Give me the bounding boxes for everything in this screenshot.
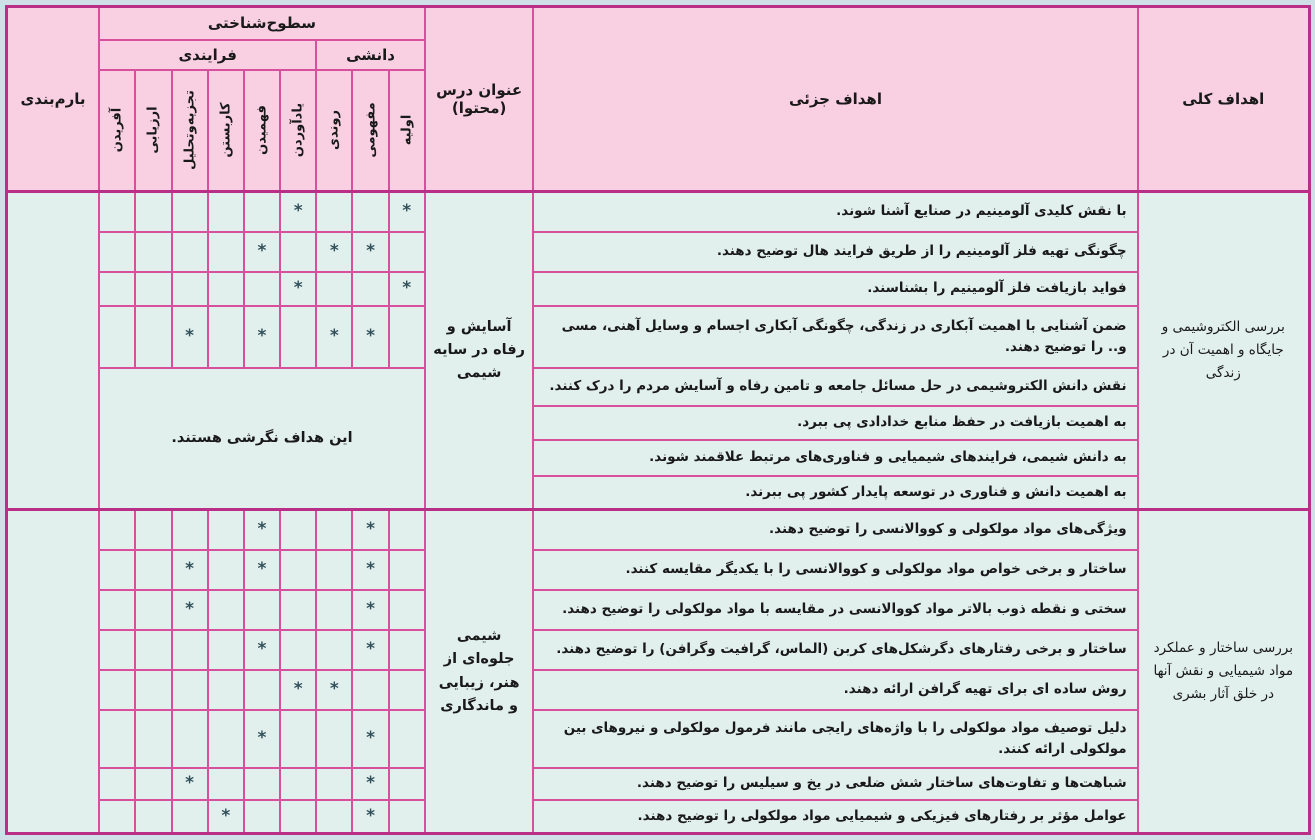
objective-text: دلیل توصیف مواد مولکولی را با واژه‌های رایجی مانند فرمول مولکولی و نیروهای بین مولکولی ارائه کنند. bbox=[533, 710, 1137, 768]
level-label: ارزیابی bbox=[145, 106, 161, 154]
header-level-understand bbox=[244, 70, 280, 192]
level-label: مفهومی bbox=[363, 102, 379, 158]
level-mark-cell bbox=[99, 510, 135, 550]
objective-text: به اهمیت دانش و فناوری در توسعه پایدار کشور پی ببرند. bbox=[533, 476, 1137, 510]
level-mark-cell bbox=[135, 192, 171, 232]
level-mark-cell bbox=[135, 510, 171, 550]
level-mark-cell bbox=[389, 590, 425, 630]
level-mark-cell bbox=[280, 630, 316, 670]
level-mark-cell bbox=[316, 630, 352, 670]
level-mark-cell bbox=[208, 510, 244, 550]
table-row bbox=[7, 590, 1310, 630]
level-mark-cell bbox=[172, 710, 208, 768]
level-mark-cell: * bbox=[352, 232, 388, 272]
level-mark-cell bbox=[389, 306, 425, 368]
level-mark-cell bbox=[316, 768, 352, 800]
level-mark-cell bbox=[208, 710, 244, 768]
level-mark-cell bbox=[316, 192, 352, 232]
level-mark-cell: * bbox=[352, 550, 388, 590]
level-mark-cell bbox=[244, 800, 280, 834]
table-row bbox=[7, 232, 1310, 272]
level-mark-cell bbox=[389, 510, 425, 550]
level-mark-cell bbox=[389, 670, 425, 710]
level-mark-cell bbox=[99, 232, 135, 272]
header-level-create bbox=[99, 70, 135, 192]
header-level-remember bbox=[280, 70, 316, 192]
level-mark-cell bbox=[99, 710, 135, 768]
level-mark-cell: * bbox=[244, 710, 280, 768]
level-mark-cell: * bbox=[244, 630, 280, 670]
header-level-procedural bbox=[316, 70, 352, 192]
level-mark-cell bbox=[316, 510, 352, 550]
level-mark-cell: * bbox=[352, 306, 388, 368]
table-row bbox=[7, 670, 1310, 710]
level-mark-cell bbox=[244, 670, 280, 710]
level-mark-cell bbox=[135, 306, 171, 368]
level-mark-cell: * bbox=[389, 192, 425, 232]
level-mark-cell: * bbox=[172, 306, 208, 368]
header-cognitive-levels: سطوح‌شناختی bbox=[99, 7, 425, 40]
header-level-analyze bbox=[172, 70, 208, 192]
level-mark-cell: * bbox=[172, 590, 208, 630]
level-mark-cell bbox=[316, 550, 352, 590]
header-level-conceptual bbox=[352, 70, 388, 192]
level-mark-cell bbox=[135, 630, 171, 670]
level-mark-cell bbox=[280, 232, 316, 272]
lesson-title-2: شیمی جلوه‌ای از هنر، زیبایی و ماندگاری bbox=[425, 510, 534, 834]
level-mark-cell bbox=[208, 272, 244, 306]
level-mark-cell bbox=[208, 768, 244, 800]
level-mark-cell bbox=[280, 306, 316, 368]
objective-text: به اهمیت بازیافت در حفظ منابع خدادادی پی ببرد. bbox=[533, 406, 1137, 440]
objective-text: فواید بازیافت فلز آلومینیم را بشناسند. bbox=[533, 272, 1137, 306]
level-mark-cell bbox=[135, 590, 171, 630]
table-row bbox=[7, 768, 1310, 800]
level-mark-cell bbox=[99, 768, 135, 800]
level-mark-cell: * bbox=[352, 710, 388, 768]
header-knowledge-group: دانشی bbox=[316, 40, 425, 70]
level-label: یادآوردن bbox=[290, 103, 306, 158]
level-mark-cell bbox=[389, 710, 425, 768]
level-mark-cell bbox=[99, 306, 135, 368]
level-mark-cell bbox=[280, 510, 316, 550]
table-row bbox=[7, 800, 1310, 834]
level-mark-cell bbox=[280, 710, 316, 768]
objective-text: ساختار و برخی رفتارهای دگرشکل‌های کربن (الماس، گرافیت وگرافن) را توضیح دهند. bbox=[533, 630, 1137, 670]
header-lesson-title: عنوان درس (محتوا) bbox=[425, 7, 534, 192]
level-mark-cell bbox=[280, 800, 316, 834]
header-general-objectives: اهداف کلی bbox=[1138, 7, 1310, 192]
level-mark-cell bbox=[244, 272, 280, 306]
level-mark-cell bbox=[135, 800, 171, 834]
level-mark-cell: * bbox=[316, 306, 352, 368]
objective-text: روش ساده ای برای تهیه گرافن ارائه دهند. bbox=[533, 670, 1137, 710]
level-mark-cell bbox=[208, 550, 244, 590]
level-label: کاربستن bbox=[218, 102, 234, 158]
level-mark-cell bbox=[208, 192, 244, 232]
level-mark-cell: * bbox=[172, 550, 208, 590]
level-mark-cell bbox=[352, 192, 388, 232]
table-row bbox=[7, 306, 1310, 368]
objective-text: چگونگی تهیه فلز آلومینیم را از طریق فرایند هال توضیح دهند. bbox=[533, 232, 1137, 272]
level-mark-cell: * bbox=[389, 272, 425, 306]
header-level-initial bbox=[389, 70, 425, 192]
level-mark-cell bbox=[135, 550, 171, 590]
level-mark-cell bbox=[280, 768, 316, 800]
level-mark-cell: * bbox=[280, 670, 316, 710]
group-2 bbox=[7, 510, 1310, 834]
marks-cell-1 bbox=[7, 192, 100, 510]
level-mark-cell: * bbox=[316, 670, 352, 710]
level-mark-cell bbox=[135, 272, 171, 306]
level-mark-cell: * bbox=[244, 550, 280, 590]
level-label: آفریدن bbox=[109, 107, 125, 153]
level-mark-cell bbox=[135, 232, 171, 272]
level-mark-cell bbox=[208, 306, 244, 368]
level-mark-cell bbox=[244, 590, 280, 630]
objective-text: ویژگی‌های مواد مولکولی و کووالانسی را توضیح دهند. bbox=[533, 510, 1137, 550]
objectives-table bbox=[5, 5, 1311, 835]
level-mark-cell bbox=[280, 590, 316, 630]
level-mark-cell bbox=[99, 550, 135, 590]
objective-text: عوامل مؤثر بر رفتارهای فیزیکی و شیمیایی مواد مولکولی را توضیح دهند. bbox=[533, 800, 1137, 834]
level-mark-cell: * bbox=[208, 800, 244, 834]
objective-text: نقش دانش الکتروشیمی در حل مسائل جامعه و تامین رفاه و آسایش مردم را درک کنند. bbox=[533, 368, 1137, 406]
level-mark-cell bbox=[208, 670, 244, 710]
level-mark-cell: * bbox=[244, 232, 280, 272]
header-partial-objectives: اهداف جزئی bbox=[533, 7, 1137, 192]
header-level-apply bbox=[208, 70, 244, 192]
level-mark-cell bbox=[389, 630, 425, 670]
level-mark-cell bbox=[135, 670, 171, 710]
objective-text: ضمن آشنایی با اهمیت آبکاری در زندگی، چگونگی آبکاری اجسام و وسایل آهنی، مسی و.. را توضیح دهند. bbox=[533, 306, 1137, 368]
level-mark-cell bbox=[389, 550, 425, 590]
level-mark-cell: * bbox=[352, 510, 388, 550]
table-row bbox=[7, 710, 1310, 768]
objective-text: با نقش کلیدی آلومینیم در صنایع آشنا شوند. bbox=[533, 192, 1137, 232]
table-row bbox=[7, 510, 1310, 550]
level-mark-cell bbox=[99, 272, 135, 306]
level-mark-cell bbox=[316, 710, 352, 768]
level-mark-cell bbox=[208, 232, 244, 272]
level-mark-cell bbox=[280, 550, 316, 590]
level-mark-cell: * bbox=[352, 590, 388, 630]
level-label: فهمیدن bbox=[254, 105, 270, 156]
objective-text: شباهت‌ها و تفاوت‌های ساختار شش ضلعی در یخ و سیلیس را توضیح دهند. bbox=[533, 768, 1137, 800]
level-label: روندی bbox=[326, 110, 342, 151]
level-mark-cell bbox=[352, 272, 388, 306]
level-mark-cell: * bbox=[352, 800, 388, 834]
attitudinal-note: این هداف نگرشی هستند. bbox=[99, 368, 425, 510]
general-objective-1: بررسی الکتروشیمی و جایگاه و اهمیت آن در زندگی bbox=[1138, 192, 1310, 510]
level-mark-cell bbox=[99, 630, 135, 670]
level-mark-cell bbox=[389, 232, 425, 272]
level-mark-cell: * bbox=[352, 630, 388, 670]
table-row bbox=[7, 630, 1310, 670]
table-row bbox=[7, 368, 1310, 406]
header-marks: بارم‌بندی bbox=[7, 7, 100, 192]
level-mark-cell bbox=[172, 192, 208, 232]
level-mark-cell: * bbox=[316, 232, 352, 272]
marks-cell-2 bbox=[7, 510, 100, 834]
level-mark-cell bbox=[244, 768, 280, 800]
level-mark-cell bbox=[172, 630, 208, 670]
header-level-evaluate bbox=[135, 70, 171, 192]
level-mark-cell bbox=[172, 232, 208, 272]
level-mark-cell bbox=[99, 192, 135, 232]
table-header bbox=[7, 7, 1310, 192]
level-mark-cell: * bbox=[172, 768, 208, 800]
table-row bbox=[7, 192, 1310, 232]
level-mark-cell bbox=[316, 590, 352, 630]
level-label: اولیه bbox=[399, 114, 415, 146]
level-mark-cell bbox=[172, 670, 208, 710]
level-mark-cell bbox=[99, 590, 135, 630]
objective-text: سختی و نقطه ذوب بالاتر مواد کووالانسی در مقایسه با مواد مولکولی را توضیح دهند. bbox=[533, 590, 1137, 630]
level-mark-cell: * bbox=[352, 768, 388, 800]
general-objective-2: بررسی ساختار و عملکرد مواد شیمیایی و نقش آنها در خلق آثار بشری bbox=[1138, 510, 1310, 834]
objective-text: ساختار و برخی خواص مواد مولکولی و کووالانسی را با یکدیگر مقایسه کنند. bbox=[533, 550, 1137, 590]
level-mark-cell: * bbox=[244, 306, 280, 368]
level-mark-cell bbox=[99, 800, 135, 834]
level-mark-cell: * bbox=[244, 510, 280, 550]
level-mark-cell bbox=[208, 630, 244, 670]
objective-text: به دانش شیمی، فرایندهای شیمیایی و فناوری‌های مرتبط علاقمند شوند. bbox=[533, 440, 1137, 476]
table-row bbox=[7, 550, 1310, 590]
level-mark-cell bbox=[99, 670, 135, 710]
level-mark-cell bbox=[208, 590, 244, 630]
table-row bbox=[7, 272, 1310, 306]
level-mark-cell bbox=[135, 768, 171, 800]
level-mark-cell bbox=[172, 272, 208, 306]
level-mark-cell bbox=[389, 768, 425, 800]
level-mark-cell: * bbox=[280, 272, 316, 306]
level-label: تجزیه‌وتحلیل bbox=[182, 90, 198, 171]
level-mark-cell bbox=[244, 192, 280, 232]
level-mark-cell: * bbox=[280, 192, 316, 232]
level-mark-cell bbox=[172, 800, 208, 834]
level-mark-cell bbox=[316, 800, 352, 834]
level-mark-cell bbox=[352, 670, 388, 710]
lesson-title-1: آسایش و رفاه در سایه شیمی bbox=[425, 192, 534, 510]
header-process-group: فرایندی bbox=[99, 40, 316, 70]
level-mark-cell bbox=[316, 272, 352, 306]
level-mark-cell bbox=[135, 710, 171, 768]
level-mark-cell bbox=[389, 800, 425, 834]
group-1 bbox=[7, 192, 1310, 510]
level-mark-cell bbox=[172, 510, 208, 550]
